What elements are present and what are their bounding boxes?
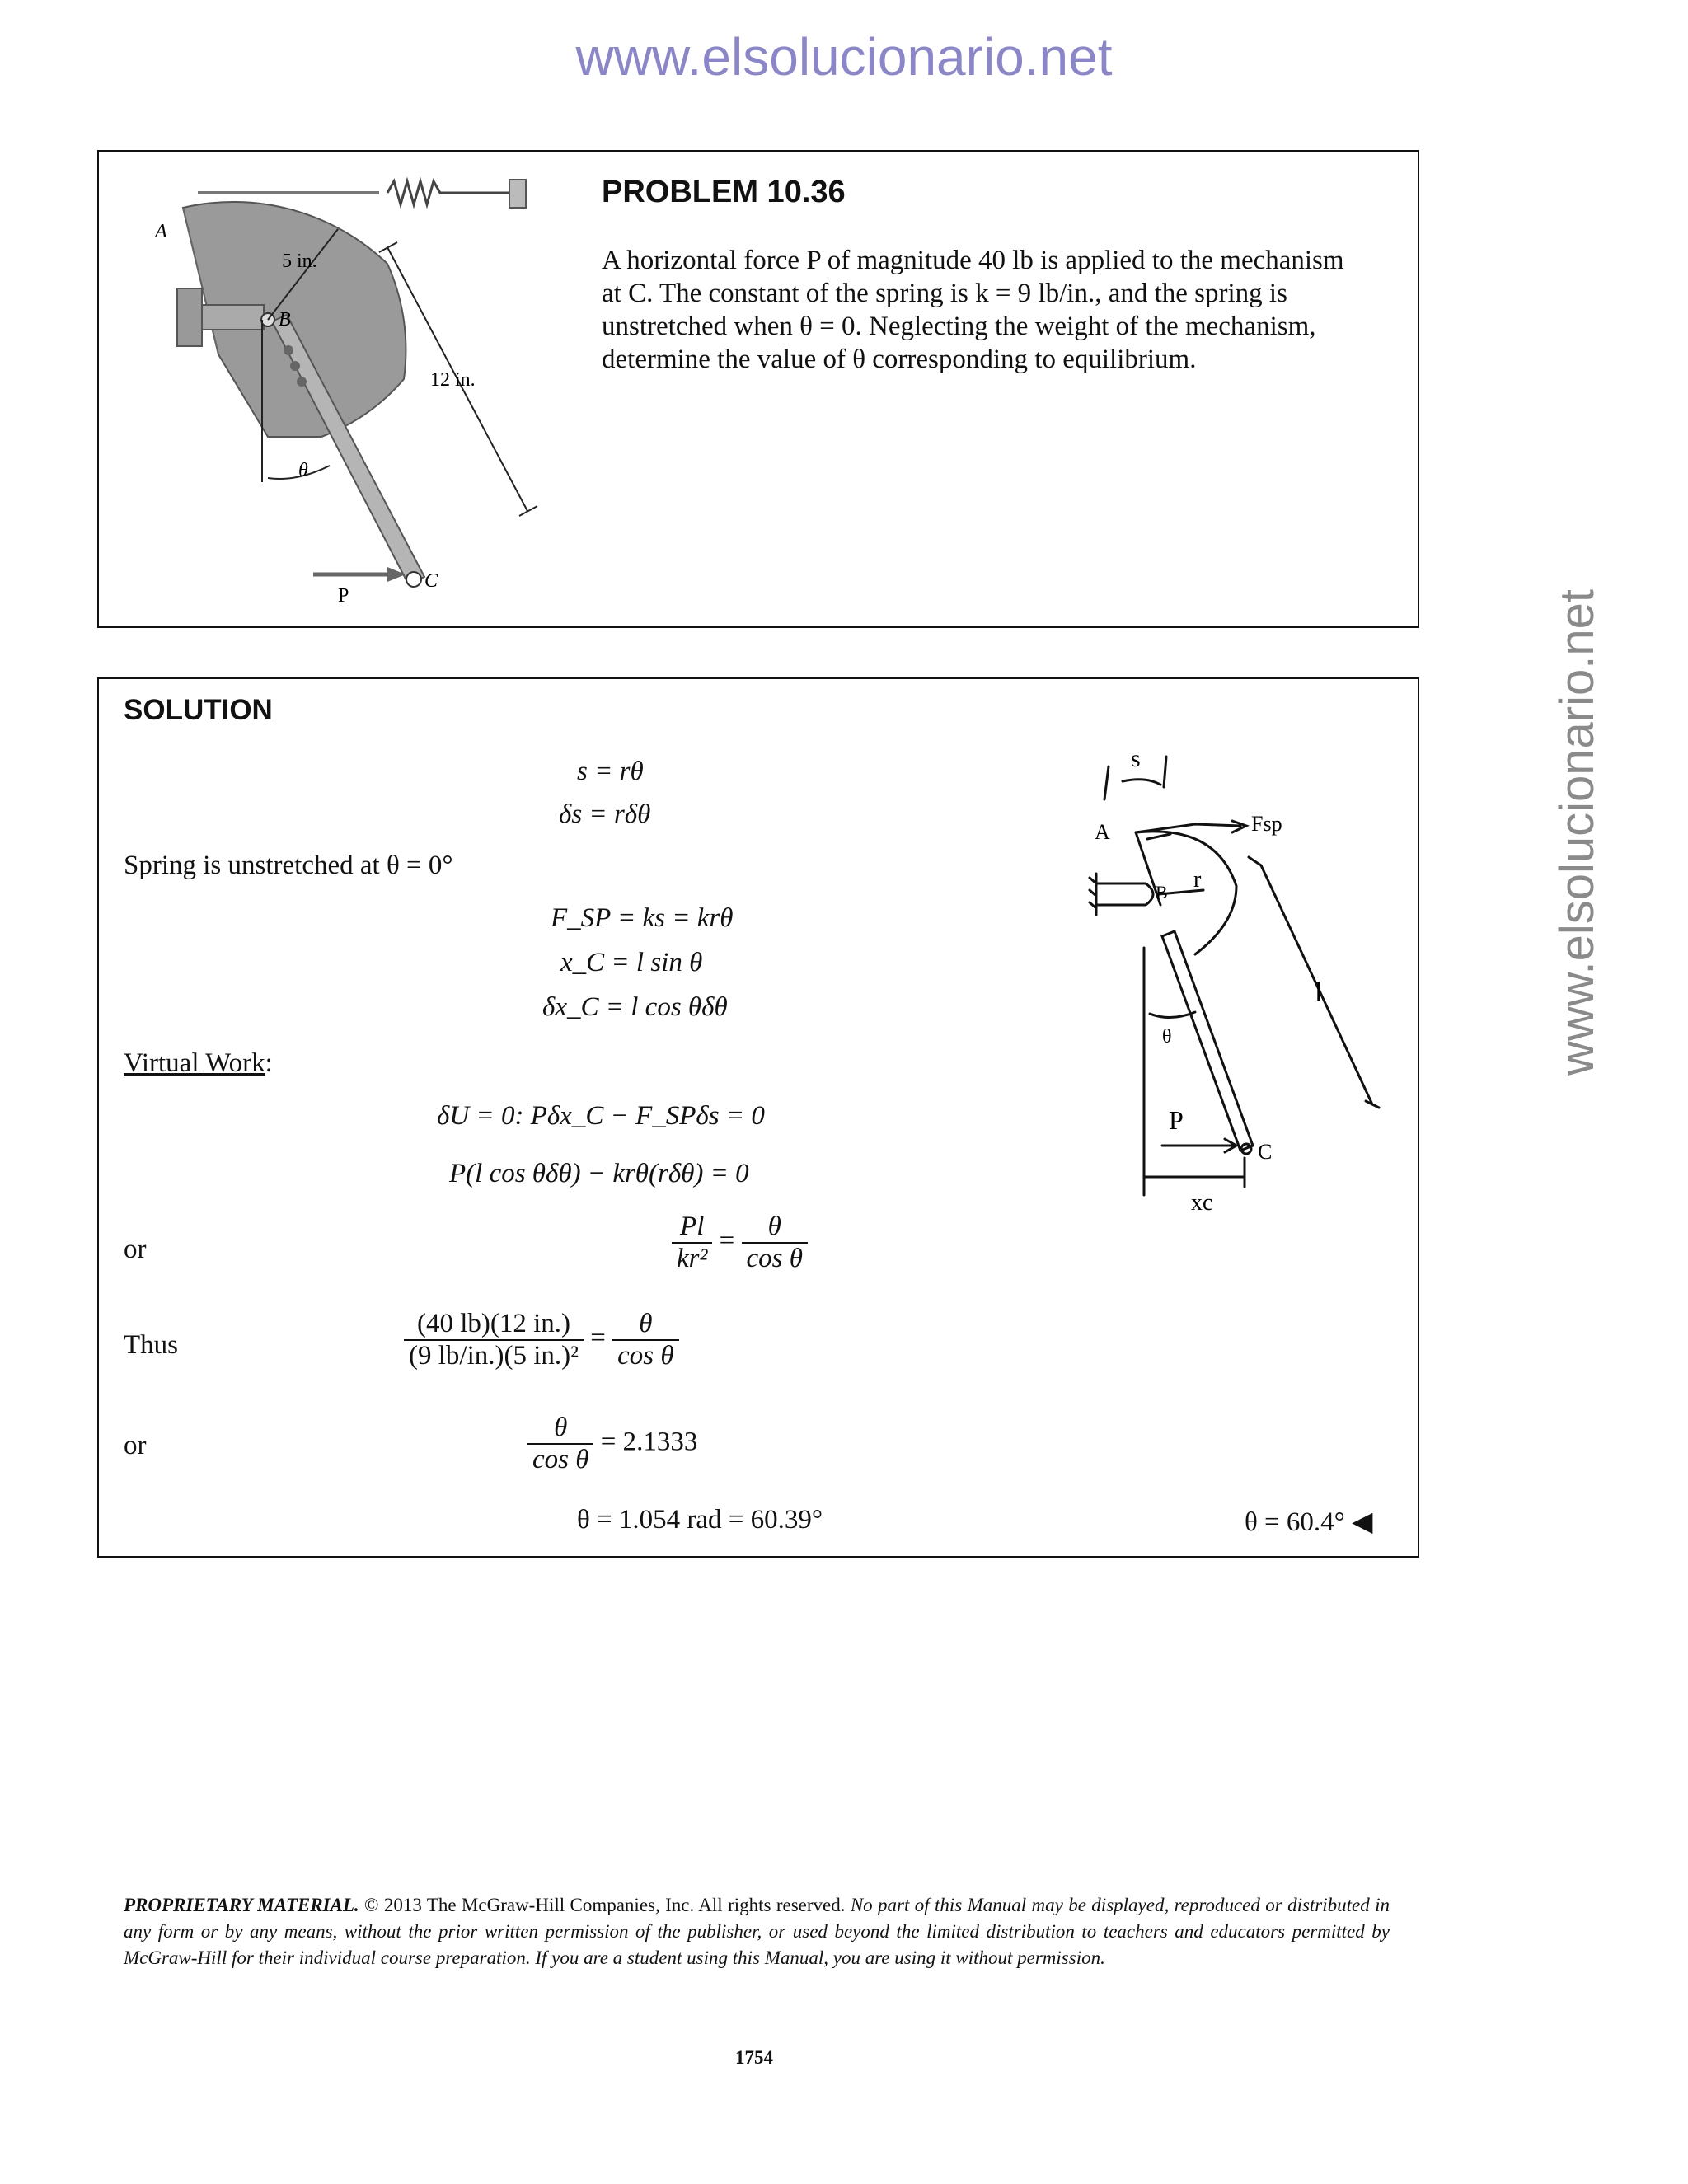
page-number: 1754 — [735, 2047, 773, 2068]
sketch-label-theta: θ — [1162, 1026, 1172, 1047]
answer-marker-icon: ◀ — [1352, 1507, 1373, 1537]
problem-line-2: at C. The constant of the spring is k = 9 lb/in., and the spring is — [602, 279, 1287, 308]
sketch-label-c: C — [1258, 1140, 1273, 1164]
eq-value: $\frac{\theta}{\text{cos θ}}$ = 2.1333 — [528, 1413, 697, 1475]
fig-label-theta: θ — [298, 460, 308, 481]
sketch-label-xc: xc — [1191, 1190, 1213, 1216]
fig-label-c: C — [424, 570, 438, 592]
sketch-label-s: s — [1131, 745, 1141, 772]
sketch-label-a: A — [1095, 820, 1110, 844]
sketch-label-p: P — [1169, 1105, 1184, 1135]
problem-title: PROBLEM 10.36 — [602, 175, 846, 209]
label-spring-unstretched: Spring is unstretched at θ = 0° — [124, 851, 453, 880]
eq-xc: x_C = l sin θ — [560, 948, 703, 977]
fig-label-b: B — [279, 309, 291, 330]
eq-s: s = rθ — [577, 757, 644, 786]
label-virtual-work: Virtual Work: — [124, 1048, 273, 1078]
fig-label-a: A — [155, 221, 167, 242]
pin-c — [406, 572, 421, 587]
solution-title: SOLUTION — [124, 694, 273, 726]
eq-du: δU = 0: Pδx_C − F_SPδs = 0 — [437, 1101, 765, 1131]
eq-dxc: δx_C = l cos θδθ — [542, 992, 728, 1022]
problem-text — [602, 244, 1386, 376]
eq-final: θ = 1.054 rad = 60.39° — [577, 1505, 823, 1535]
eq-work: P(l cos θδθ) − krθ(rδθ) = 0 — [449, 1159, 749, 1188]
footer-copyright: PROPRIETARY MATERIAL. © 2013 The McGraw-Hill Companies, Inc. All rights reserved. No part of this Manual may be displayed, reproduced or distributed in any form or by any means, without the prior written permission of the publisher, or used beyond the limited distribution to teachers and educators permitted by McGraw-Hill for their individual course preparation. If you are a student using this Manual, you are using it without permission. — [124, 1895, 1390, 1968]
sketch-label-r: r — [1193, 867, 1202, 893]
spring-anchor — [509, 180, 526, 208]
fig-label-p: P — [338, 585, 349, 607]
solution-sketch — [1071, 742, 1401, 1228]
problem-line-4: determine the value of θ corresponding to equilibrium. — [602, 344, 1197, 374]
wall-bracket — [177, 288, 202, 346]
label-or-1: or — [124, 1235, 147, 1264]
spring-coil — [387, 181, 511, 204]
label-thus: Thus — [124, 1330, 178, 1360]
problem-line-1: A horizontal force P of magnitude 40 lb is applied to the mechanism — [602, 246, 1344, 275]
eq-numeric: $\frac{(40 lb)(12 in.)}{\text{(9 lb/in.)(5 in.)²}}$ = $\frac{\theta}{\text{cos θ}}$ — [404, 1309, 679, 1371]
eq-ratio: $\frac{Pl}{\text{kr²}}$ = $\frac{\theta}{\text{cos θ}}$ — [672, 1212, 808, 1274]
eq-ds: δs = rδθ — [559, 799, 651, 829]
fig-label-l: 12 in. — [430, 369, 476, 391]
sketch-label-b: B — [1156, 882, 1168, 902]
sketch-label-l: l — [1315, 977, 1323, 1008]
label-or-2: or — [124, 1431, 147, 1460]
watermark-side: www.elsolucionario.net — [1550, 589, 1604, 1076]
sketch-label-fsp: Fsp — [1251, 812, 1282, 836]
problem-figure — [140, 165, 569, 618]
watermark-top: www.elsolucionario.net — [575, 27, 1113, 87]
eq-fsp: F_SP = ks = krθ — [551, 903, 734, 933]
final-answer: θ = 60.4° ◀ — [1245, 1507, 1373, 1537]
fig-label-r: 5 in. — [282, 251, 317, 272]
problem-line-3: unstretched when θ = 0. Neglecting the weight of the mechanism, — [602, 312, 1316, 341]
